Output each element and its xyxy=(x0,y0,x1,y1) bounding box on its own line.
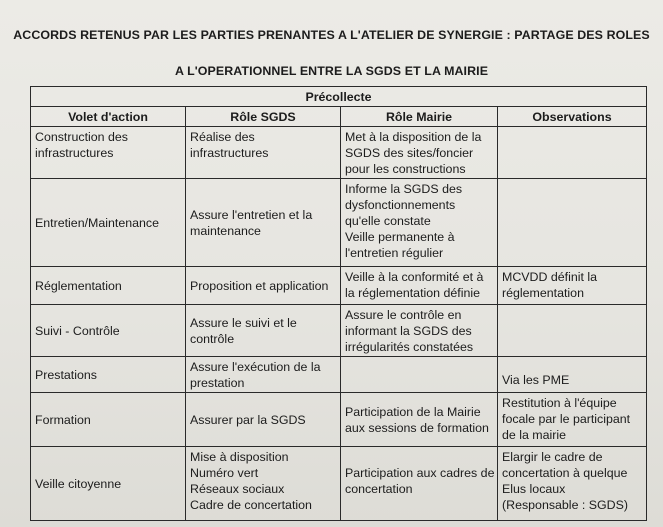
cell-text-line: Participation de la Mairie xyxy=(345,405,481,419)
cell-text-line: concertation à quelque xyxy=(502,466,628,480)
cell-role-mairie xyxy=(341,267,498,305)
cell-volet: Suivi - Contrôle xyxy=(31,305,186,357)
document-title-line-2: A L'OPERATIONNEL ENTRE LA SGDS ET LA MAIRIE xyxy=(174,64,489,78)
cell-text-line: (Responsable : SGDS) xyxy=(502,498,629,512)
cell-role-sgds xyxy=(186,447,341,521)
column-header-row xyxy=(31,107,647,127)
cell-text-line: Mise à disposition xyxy=(190,450,289,464)
cell-text-line: Numéro vert xyxy=(190,466,259,480)
cell-text-line: Via les PME xyxy=(502,373,570,387)
table-row xyxy=(31,305,647,357)
cell-observations xyxy=(498,127,647,179)
cell-observations xyxy=(498,267,647,305)
section-header-precollecte: Précollecte xyxy=(31,87,647,107)
cell-role-mairie xyxy=(341,447,498,521)
cell-role-sgds xyxy=(186,179,341,267)
cell-text-line: de la mairie xyxy=(502,428,567,442)
table-row xyxy=(31,179,647,267)
cell-text-line: Assurer par la SGDS xyxy=(190,413,306,427)
cell-role-mairie xyxy=(341,179,498,267)
cell-text-line: concertation xyxy=(345,482,413,496)
cell-text-line: prestation xyxy=(190,376,245,390)
cell-text-line: Met à la disposition de la xyxy=(345,130,482,144)
cell-role-sgds xyxy=(186,267,341,305)
table-row xyxy=(31,393,647,447)
cell-text-line: maintenance xyxy=(190,224,261,238)
cell-observations xyxy=(498,447,647,521)
cell-role-sgds xyxy=(186,127,341,179)
cell-role-mairie xyxy=(341,127,498,179)
cell-text-line: Restitution à l'équipe xyxy=(502,396,617,410)
cell-observations xyxy=(498,179,647,267)
cell-role-sgds xyxy=(186,305,341,357)
cell-volet: Formation xyxy=(31,393,186,447)
cell-text-line: Assure l'exécution de la xyxy=(190,360,321,374)
cell-text-line: contrôle xyxy=(190,332,235,346)
cell-text-line: qu'elle constate xyxy=(345,214,431,228)
cell-text-line: Cadre de concertation xyxy=(190,498,312,512)
cell-text-line: l'entretien régulier xyxy=(345,246,444,260)
cell-observations xyxy=(498,357,647,393)
cell-text-line: Réseaux sociaux xyxy=(190,482,285,496)
cell-text-line: Assure le suivi et le xyxy=(190,316,297,330)
table-row xyxy=(31,447,647,521)
roles-table xyxy=(30,86,647,521)
column-header-volet: Volet d'action xyxy=(31,107,186,127)
cell-text-line: infrastructures xyxy=(190,146,269,160)
cell-text-line: irrégularités constatées xyxy=(345,340,474,354)
cell-volet: Réglementation xyxy=(31,267,186,305)
cell-volet: Prestations xyxy=(31,357,186,393)
cell-role-mairie xyxy=(341,305,498,357)
cell-text-line: réglementation xyxy=(502,286,584,300)
table-row xyxy=(31,357,647,393)
column-header-observations: Observations xyxy=(498,107,647,127)
cell-text-line: informant la SGDS des xyxy=(345,324,472,338)
table-row xyxy=(31,267,647,305)
cell-text-line: Elargir le cadre de xyxy=(502,450,603,464)
cell-text-line: focale par le participant xyxy=(502,412,631,426)
cell-text-line: pour les constructions xyxy=(345,162,466,176)
cell-role-sgds xyxy=(186,357,341,393)
cell-text-line: SGDS des sites/foncier xyxy=(345,146,474,160)
section-header-row xyxy=(31,87,647,107)
cell-text-line: Proposition et application xyxy=(190,279,329,293)
cell-volet: Construction des infrastructures xyxy=(31,127,186,179)
cell-text-line: Veille permanente à xyxy=(345,230,455,244)
cell-text-line: Assure l'entretien et la xyxy=(190,208,313,222)
cell-text-line: Veille à la conformité et à xyxy=(345,270,484,284)
table-row xyxy=(31,127,647,179)
cell-text-line: dysfonctionnements xyxy=(345,198,456,212)
cell-text-line: Réalise des xyxy=(190,130,255,144)
cell-role-mairie xyxy=(341,393,498,447)
cell-observations xyxy=(498,305,647,357)
cell-role-sgds xyxy=(186,393,341,447)
cell-observations xyxy=(498,393,647,447)
cell-text-line: Informe la SGDS des xyxy=(345,182,463,196)
document-title-line-1: ACCORDS RETENUS PAR LES PARTIES PRENANTES A L'ATELIER DE SYNERGIE : PARTAGE DES ROLES xyxy=(13,28,650,42)
cell-text-line: Elus locaux xyxy=(502,482,566,496)
cell-text-line: la réglementation définie xyxy=(345,286,481,300)
cell-text-line: aux sessions de formation xyxy=(345,421,489,435)
column-header-role-mairie: Rôle Mairie xyxy=(341,107,498,127)
cell-text-line: Participation aux cadres de xyxy=(345,466,495,480)
cell-role-mairie xyxy=(341,357,498,393)
cell-volet: Entretien/Maintenance xyxy=(31,179,186,267)
column-header-role-sgds: Rôle SGDS xyxy=(186,107,341,127)
cell-volet: Veille citoyenne xyxy=(31,447,186,521)
cell-text-line: Assure le contrôle en xyxy=(345,308,462,322)
cell-text-line: MCVDD définit la xyxy=(502,270,598,284)
